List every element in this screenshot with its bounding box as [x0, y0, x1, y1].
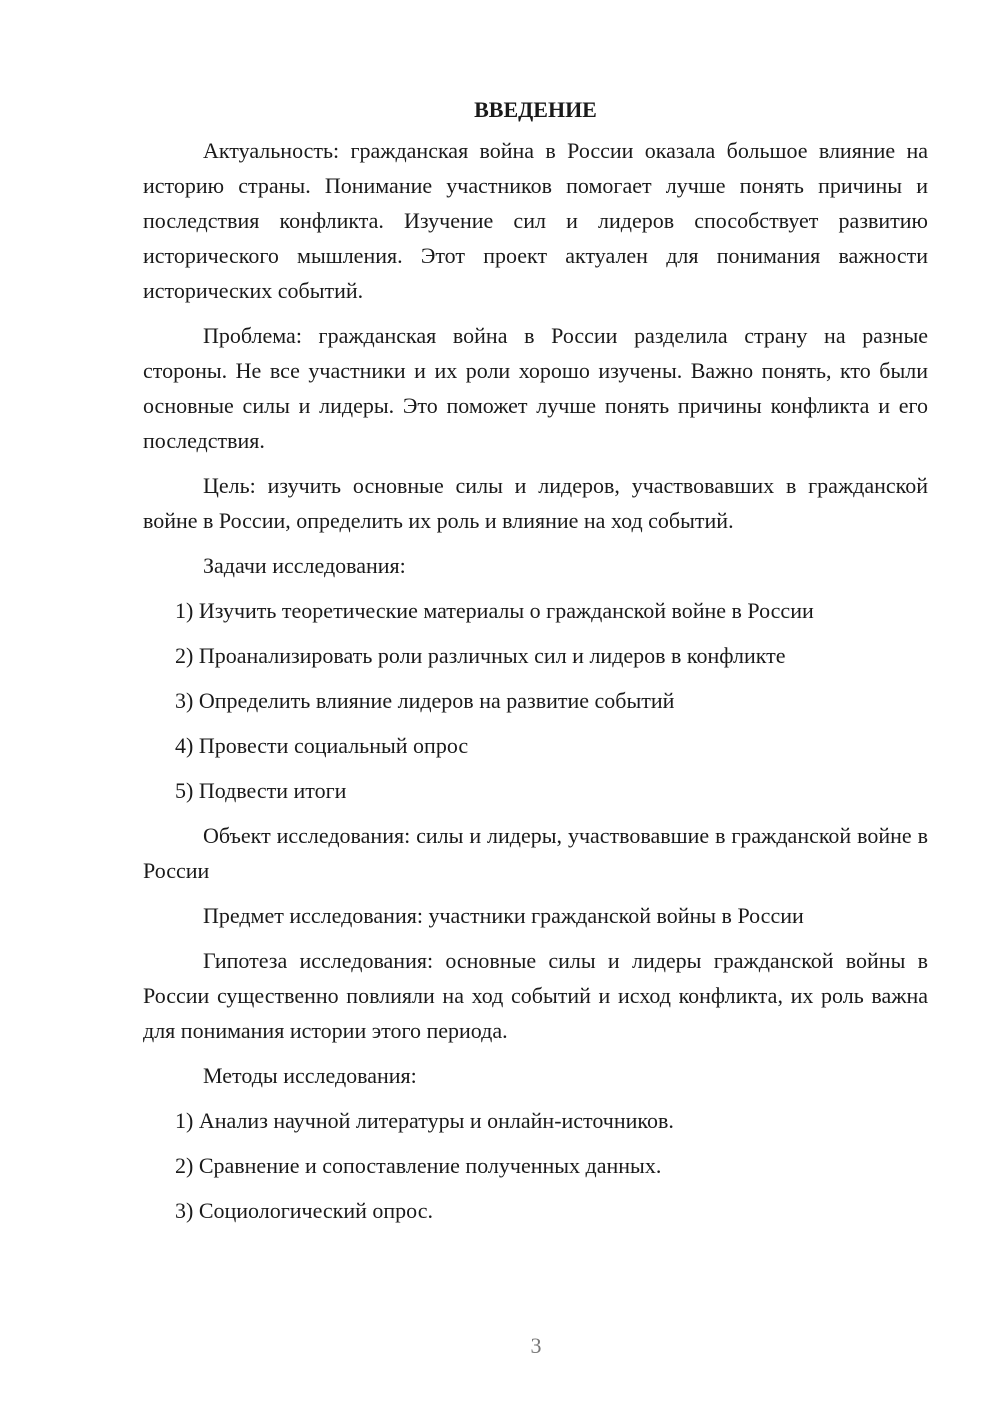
page-title: ВВЕДЕНИЕ — [474, 97, 597, 122]
problem-paragraph: Проблема: гражданская война в России разделила страну на разные стороны. Не все участники и их роли хорошо изучены. Важно понять, кто были основные силы и лидеры. Это поможет лучше понять причины конфликта и его последствия. — [143, 323, 928, 453]
tasks-heading: Задачи исследования: — [203, 553, 406, 578]
list-item: 2) Проанализировать роли различных сил и лидеров в конфликте — [175, 643, 786, 668]
list-item: 2) Сравнение и сопоставление полученных данных. — [175, 1153, 662, 1178]
object-paragraph: Объект исследования: силы и лидеры, участвовавшие в гражданской войне в России — [143, 823, 928, 883]
list-item: 4) Провести социальный опрос — [175, 733, 469, 758]
methods-heading: Методы исследования: — [203, 1063, 417, 1088]
list-item: 5) Подвести итоги — [175, 778, 347, 803]
page-number: 3 — [530, 1333, 542, 1358]
list-item: 1) Изучить теоретические материалы о гражданской войне в России — [175, 598, 814, 623]
hypothesis-paragraph: Гипотеза исследования: основные силы и лидеры гражданской войны в России существенно повлияли на ход событий и исход конфликта, их роль важна для понимания истории этого периода. — [143, 948, 928, 1043]
relevance-paragraph: Актуальность: гражданская война в России оказала большое влияние на историю страны. Понимание участников помогает лучше понять причины и последствия конфликта. Изучение сил и лидеров способствует развитию исторического мышления. Этот проект актуален для понимания важности исторических событий. — [143, 138, 928, 303]
list-item: 3) Социологический опрос. — [175, 1198, 433, 1223]
list-item: 1) Анализ научной литературы и онлайн-источников. — [175, 1108, 674, 1133]
subject-paragraph: Предмет исследования: участники гражданской войны в России — [203, 903, 804, 928]
methods-list — [143, 1103, 928, 1228]
goal-paragraph: Цель: изучить основные силы и лидеров, участвовавших в гражданской войне в России, определить их роль и влияние на ход событий. — [143, 473, 928, 533]
tasks-list — [143, 593, 928, 808]
list-item: 3) Определить влияние лидеров на развитие событий — [175, 688, 675, 713]
document-page — [143, 92, 928, 1238]
